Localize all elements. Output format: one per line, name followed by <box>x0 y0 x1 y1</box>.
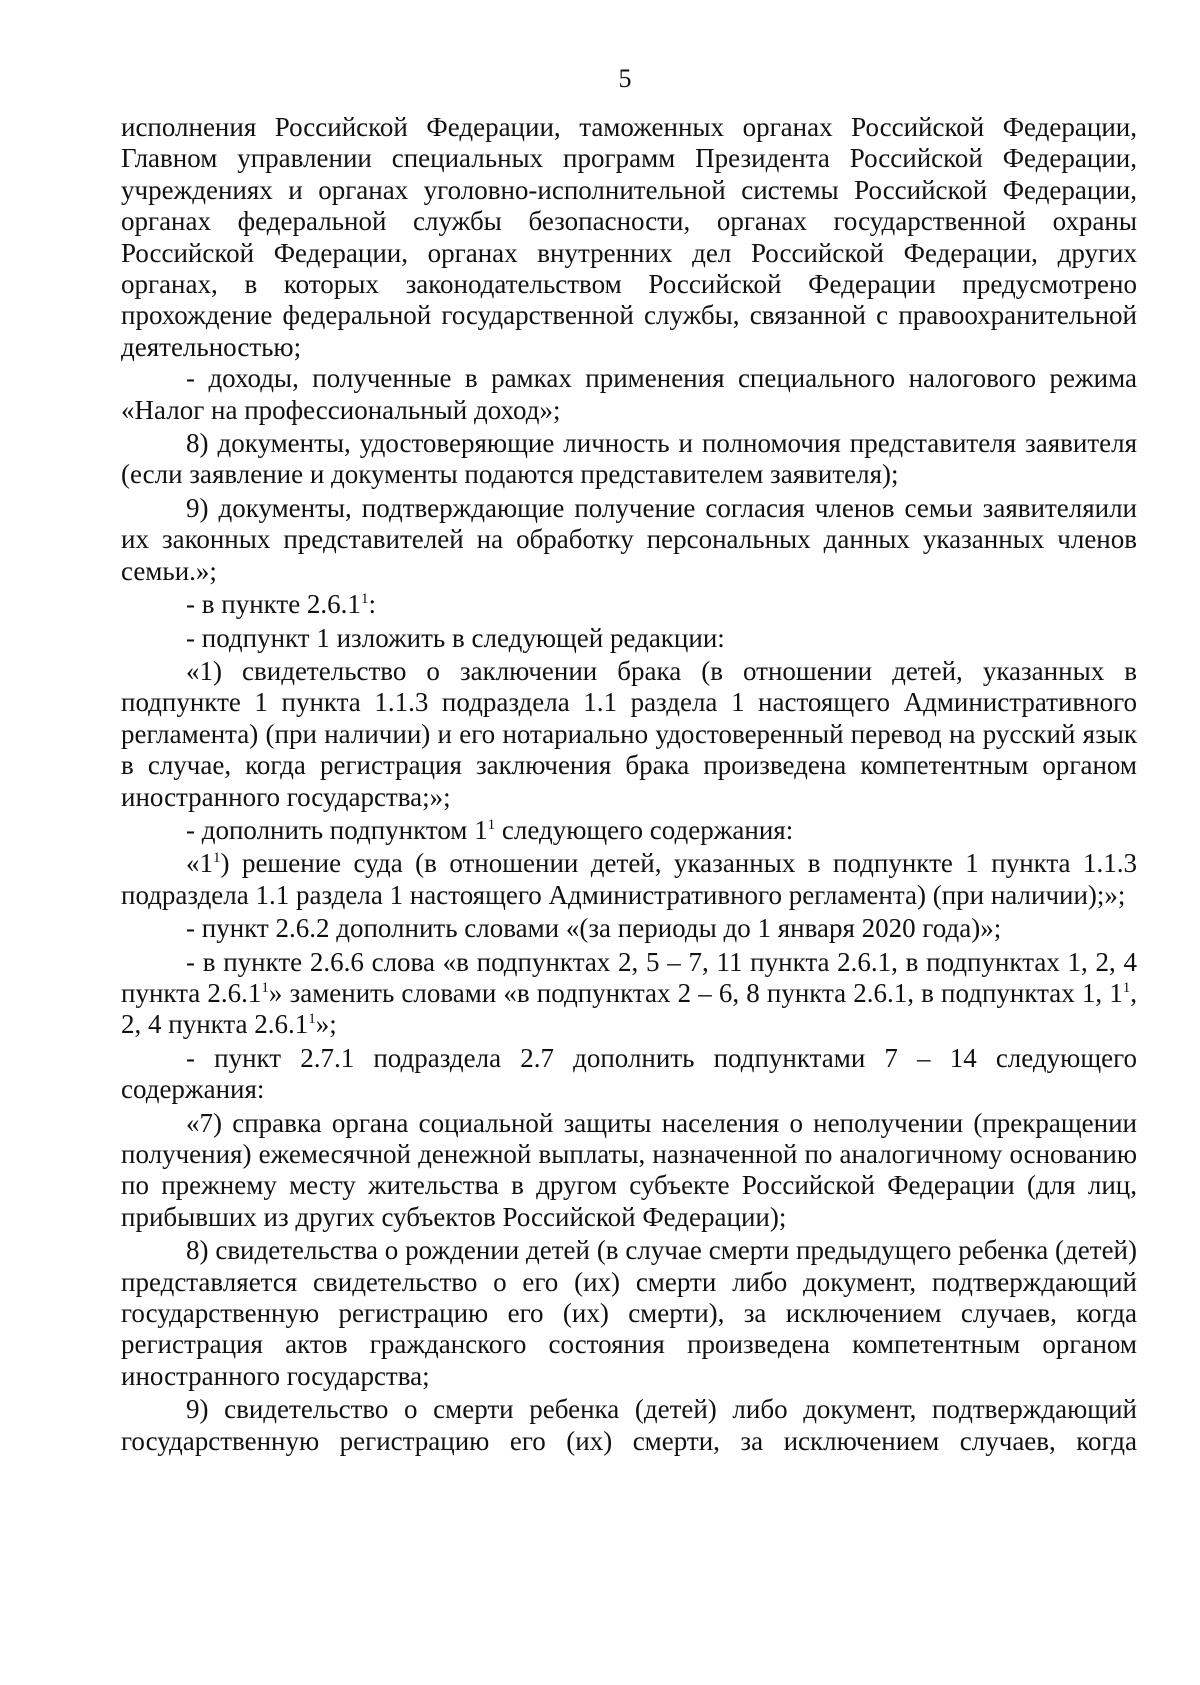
superscript: 1 <box>213 850 221 867</box>
paragraph: - в пункте 2.6.1$^1$: <box>186 589 376 620</box>
paragraph: - пункт 2.6.2 дополнить словами «(за периоды до 1 января 2020 года)»; <box>186 913 1002 944</box>
superscript: 1 <box>1122 979 1131 996</box>
superscript: 1 <box>261 979 269 996</box>
paragraph: - дополнить подпунктом $1^1$ следующего содержания: <box>186 814 794 845</box>
paragraph: «7) справка органа социальной защиты населения о неполучении (прекращении получения) ежемесячной денежной выплаты, назначенной по аналогичному основанию по прежнему месту жительства в другом субъекте Российской Федерации (для лиц, прибывших из других субъектов Российской Федерации); <box>121 1107 1137 1232</box>
paragraph: 8) свидетельства о рождении детей (в случае смерти предыдущего ребенка (детей) представляется свидетельство о его (их) смерти либо документ, подтверждающий государственную регистрацию его (их) смерти), за исключением случаев, когда регистрация актов гражданского состояния произведена компетентным органом иностранного государства; <box>121 1235 1137 1391</box>
paragraph: - доходы, полученные в рамках применения специального налогового режима «Налог на профессиональный доход»; <box>121 363 1137 425</box>
paragraph: - в пункте 2.6.6 слова «в подпунктах 2, 5 – 7, 11 пункта 2.6.1, в подпунктах 1, 2, 4 пункта 2.6.1$^1$» заменить словами «в подпунктах 2 – 6, 8 пункта 2.6.1, в подпунктах 1, $1^1$, 2, 4 пункта 2.6.1$^1$»; <box>121 946 1137 1040</box>
superscript: 1 <box>360 591 369 608</box>
paragraph: «$1^1$) решение суда (в отношении детей, указанных в подпункте 1 пункта 1.1.3 подраздела 1.1 раздела 1 настоящего Административного регламента) (при наличии);»; <box>121 848 1137 910</box>
paragraph: исполнения Российской Федерации, таможенных органах Российской Федерации, Главном управлении специальных программ Президента Российской Федерации, учреждениях и органах уголовно-исполнительной системы Российской Федерации, органах федеральной службы безопасности, органах государственной охраны Российской Федерации, органах внутренних дел Российской Федерации, других органах, в которых законодательством Российской Федерации предусмотрено прохождение федеральной государственной службы, связанной с правоохранительной деятельностью; <box>121 112 1137 362</box>
page-number: 5 <box>618 64 632 93</box>
superscript: 1 <box>487 816 496 833</box>
superscript: 1 <box>308 1011 316 1028</box>
paragraph: 9) свидетельство о смерти ребенка (детей) либо документ, подтверждающий государственную регистрацию его (их) смерти, за исключением случаев, когда <box>121 1394 1137 1456</box>
paragraph: «1) свидетельство о заключении брака (в отношении детей, указанных в подпункте 1 пункта 1.1.3 подраздела 1.1 раздела 1 настоящего Административного регламента) (при наличии) и его нотариально удостоверенный перевод на русский язык в случае, когда регистрация заключения брака произведена компетентным органом иностранного государства;»; <box>121 655 1137 812</box>
document-body <box>121 112 1137 1457</box>
paragraph: 9) документы, подтверждающие получение согласия членов семьи заявителяили их законных представителей на обработку персональных данных указанных членов семьи.»; <box>121 492 1137 586</box>
paragraph: 8) документы, удостоверяющие личность и полномочия представителя заявителя (если заявление и документы подаются представителем заявителя); <box>121 428 1137 490</box>
paragraph: - подпункт 1 изложить в следующей редакции: <box>186 622 725 653</box>
paragraph: - пункт 2.7.1 подраздела 2.7 дополнить подпунктами 7 – 14 следующего содержания: <box>121 1042 1137 1105</box>
